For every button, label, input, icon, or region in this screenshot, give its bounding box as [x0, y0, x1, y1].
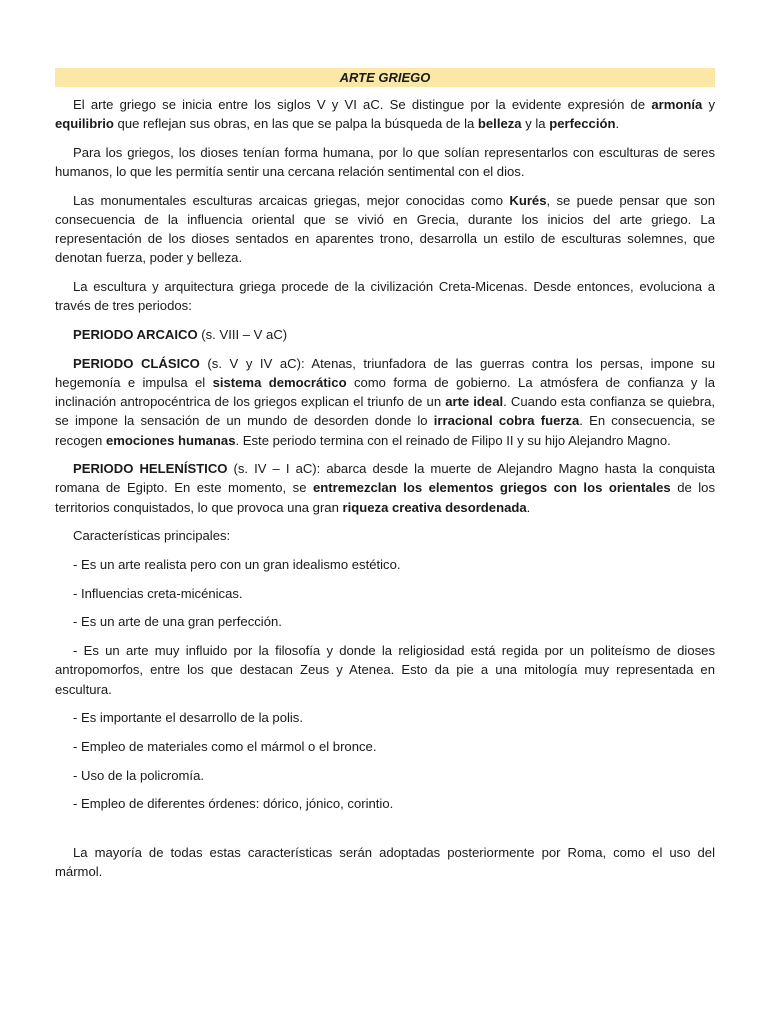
document-page: [55, 68, 715, 891]
bold-run: emociones humanas: [105, 432, 236, 448]
text-run: . En consecuencia, se recogen: [55, 413, 715, 448]
paragraph-periodo-helenistico: [55, 459, 715, 517]
text-run: como forma de gobierno. La atmósfera de confianza y la inclinación antropocéntrica de los griegos explican el triunfo de un: [55, 374, 715, 410]
feature-item: - Es un arte muy influido por la filosofía y donde la religiosidad está regida por un politeísmo de dioses antropomorfos, entre los que destacan Zeus y Atenea. Esto da pie a una mitología muy representada en escultura.: [55, 643, 715, 697]
feature-item: - Es un arte de una gran perfección.: [73, 614, 282, 630]
bold-run: equilibrio: [55, 116, 114, 132]
feature-item: - Empleo de diferentes órdenes: dórico, jónico, corintio.: [73, 796, 394, 812]
text-run: .: [526, 499, 531, 515]
text-run: y: [702, 97, 715, 112]
text-run: (s. IV – I aC): abarca desde la muerte de Alejandro Magno hasta la conquista romana de Egipto. En este momento, se: [55, 461, 715, 496]
feature-item: - Es un arte realista pero con un gran idealismo estético.: [73, 557, 401, 573]
text-run: . Cuando esta confianza se quiebra, se impone la sensación de un mundo de desorden donde lo: [55, 394, 715, 429]
text-run: .: [615, 116, 620, 132]
features-heading: Características principales:: [73, 528, 231, 544]
period-heading: PERIODO HELENÍSTICO: [73, 461, 228, 477]
text-run: de los territorios conquistados, lo que provoca una gran: [55, 480, 716, 515]
bold-run: riqueza creativa desordenada: [342, 499, 527, 515]
text-run: que reflejan sus obras, en las que se palpa la búsqueda de la: [113, 116, 478, 132]
paragraph-periodo-clasico: [55, 354, 715, 450]
bold-run: sistema democrático: [212, 374, 347, 390]
bold-run: irracional cobra fuerza: [433, 413, 580, 429]
bold-run: belleza: [477, 116, 522, 132]
paragraph-conclusion: La mayoría de todas estas características serán adoptadas posteriormente por Roma, como el uso del mármol.: [55, 845, 715, 880]
feature-item: - Es importante el desarrollo de la polis.: [73, 710, 303, 726]
bold-run: Kurés: [509, 192, 547, 208]
spacer: [55, 823, 715, 843]
feature-item: - Uso de la policromía.: [73, 767, 204, 783]
paragraph-gods: Para los griegos, los dioses tenían forma humana, por lo que solían representarlos con esculturas de seres humanos, lo que les permitía sentir una cercana relación sentimental con el dios.: [55, 144, 715, 180]
text-run: (s. VIII – V aC): [197, 327, 288, 343]
document-title: ARTE GRIEGO: [55, 68, 715, 87]
feature-item: - Influencias creta-micénicas.: [73, 585, 243, 601]
text-run: Las monumentales esculturas arcaicas griegas, mejor conocidas como: [73, 192, 510, 208]
feature-item: - Empleo de materiales como el mármol o el bronce.: [73, 738, 377, 754]
bold-run: perfección: [549, 116, 616, 132]
paragraph-kures: [55, 191, 715, 268]
bold-run: entremezclan los elementos griegos con los orientales: [313, 480, 671, 496]
period-heading: PERIODO CLÁSICO: [73, 355, 200, 371]
period-heading: PERIODO ARCAICO: [73, 327, 198, 343]
paragraph-periodo-arcaico: [55, 325, 715, 344]
bold-run: armonía: [651, 97, 703, 112]
text-run: El arte griego se inicia entre los siglos V y VI aC. Se distingue por la evidente expresión de: [73, 97, 652, 112]
text-run: y la: [521, 116, 550, 132]
paragraph-origin: La escultura y arquitectura griega procede de la civilización Creta-Micenas. Desde entonces, evoluciona a través de tres periodos:: [55, 279, 715, 314]
text-run: . Este periodo termina con el reinado de Filipo II y su hijo Alejandro Magno.: [235, 432, 671, 448]
text-run: , se puede pensar que son consecuencia de la influencia oriental que se vivió en Grecia, durante los inicios del arte griego. La representación de los dioses sentados en aparentes trono, desarrolla un estilo de esculturas solemnes, que denotan fuerza, poder y belleza.: [55, 192, 715, 266]
text-run: (s. V y IV aC): Atenas, triunfadora de las guerras contra los persas, impone su hegemonía e impulsa el: [55, 355, 715, 390]
paragraph-intro: [55, 95, 715, 133]
bold-run: arte ideal: [445, 394, 504, 410]
